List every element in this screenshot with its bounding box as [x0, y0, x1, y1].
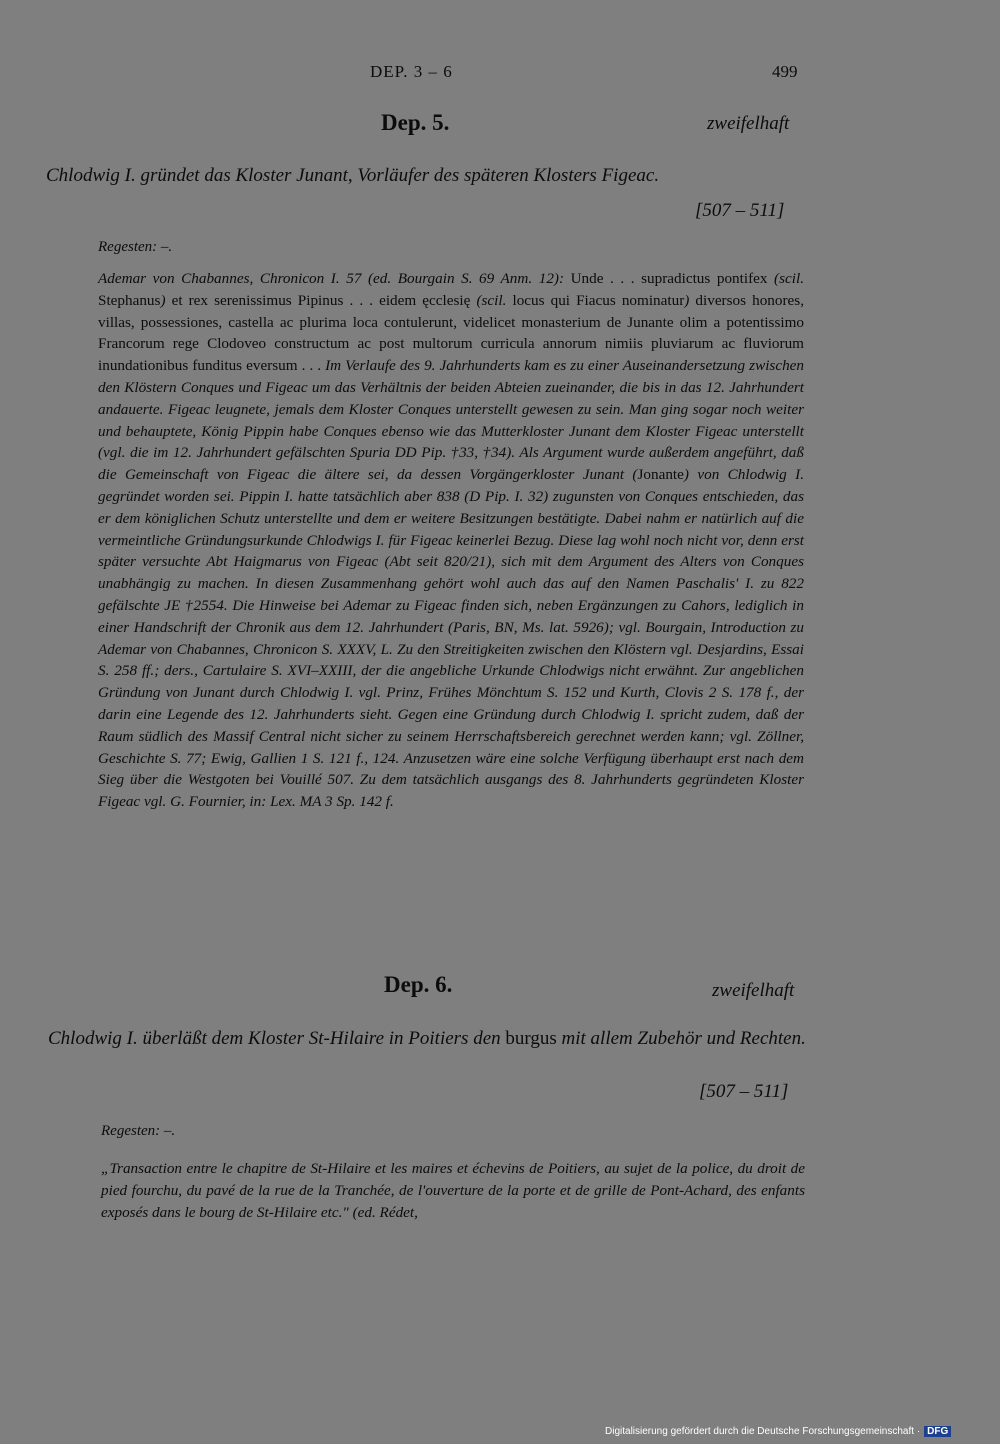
dep6-status: zweifelhaft	[712, 980, 795, 1001]
dep5-regesten: Regesten: –.	[98, 239, 173, 255]
dep6-title: Dep. 6.	[384, 972, 453, 997]
dep5-status: zweifelhaft	[707, 113, 790, 134]
dep5-summary: Chlodwig I. gründet das Kloster Junant, Vorläufer des späteren Klosters Figeac.	[46, 165, 660, 186]
dep5-title: Dep. 5.	[381, 110, 450, 135]
dep6-source-text: „Transaction entre le chapitre de St-Hilaire et les maires et échevins de Poitiers, au sujet de la police, du droit de pied fourchu, du pavé de la rue de la Tranchée, de l'ouverture de la porte et de grille de Pont-Achard, des enfants exposés dans le bourg de St-Hilaire etc." (ed. Rédet,	[101, 1160, 805, 1221]
dep6-summary-part-2: mit allem Zubehör und Rechten.	[556, 1028, 806, 1049]
dep6-regesten: Regesten: –.	[101, 1123, 176, 1139]
dep5-source-citation: Ademar von Chabannes, Chronicon I. 57 (ed. Bourgain S. 69 Anm. 12):	[98, 270, 565, 287]
dep5-source-quote-4: locus qui Fiacus nominatur	[506, 291, 685, 309]
dep6-summary-burgus: burgus	[505, 1028, 557, 1049]
dep5-source-quote-5: diversos honores, villas, possessiones, castella ac plurima loca contulerunt, videlicet monasterium de Junante olim a potentissimo Francorum rege Clodoveo constructum ac post multorum curricula annorum nimiis pluviarum ac fluviorum inundationibus funditus eversum . . .	[98, 291, 804, 375]
dfg-logo: DFG	[924, 1426, 951, 1437]
dep6-summary-part-1: Chlodwig I. überläßt dem Kloster St-Hilaire in Poitiers den	[48, 1028, 506, 1049]
dep5-scil-2: (scil.	[476, 291, 507, 309]
dep5-body	[98, 268, 804, 813]
dep6-summary	[48, 1027, 808, 1051]
dep5-date: [507 – 511]	[695, 200, 785, 221]
dep5-paren-close-1: )	[160, 291, 166, 309]
dep5-source-quote-1: Unde . . . supradictus pontifex	[564, 270, 775, 287]
dep6-date: [507 – 511]	[699, 1081, 789, 1102]
dep5-commentary-jonante: Jonante	[637, 466, 684, 484]
dep5-source-quote-3: et rex serenissimus Pipinus . . . eidem ęcclesię	[165, 291, 477, 309]
dep5-commentary-1: Im Verlaufe des 9. Jahrhunderts kam es zu einer Auseinandersetzung zwischen den Klöstern Conques und Figeac um das Verhältnis der beiden Abteien zueinander, die bis in das 12. Jahrhundert andauerte. Figeac leugnete, jemals dem Kloster Conques unterstellt gewesen zu sein. Man ging sogar noch weiter und behauptete, König Pippin habe Conques ebenso wie das Mutterkloster Junant dem Kloster Figeac unterstellt (vgl. die im 12. Jahrhundert gefälschten Spuria DD Pip. †33, †34). Als Argument wurde außerdem angeführt, daß die Gemeinschaft von Figeac die ältere sei, da dessen Vorgängerkloster Junant (	[98, 357, 804, 484]
running-header-section: DEP. 3 – 6	[370, 62, 453, 81]
dep5-paren-close-2: )	[684, 291, 690, 309]
dep5-scil-1: (scil.	[774, 270, 804, 287]
footer-funding-note	[605, 1426, 951, 1437]
dep5-commentary-2: ) von Chlodwig I. gegründet worden sei. Pippin I. hatte tatsächlich aber 838 (D Pip. I. 32) zugunsten von Conques entschieden, das er dem königlichen Schutz unterstellte und dem er weitere Besitzungen bestätigte. Dabei nahm er natürlich auf die vermeintliche Gründungsurkunde Chlodwigs I. für Figeac keinerlei Bezug. Diese lag wohl noch nicht vor, denn erst später versuchte Abt Haigmarus von Figeac (Abt seit 820/21), sich mit dem Argument des Alters von Conques unabhängig zu machen. In diesen Zusammenhang gehört wohl auch das auf den Namen Paschalis' I. zu 822 gefälschte JE †2554. Die Hinweise bei Ademar zu Figeac finden sich, neben Ergänzungen zu Cahors, lediglich in einer Handschrift der Chronik aus dem 12. Jahrhundert (Paris, BN, Ms. lat. 5926); vgl. Bourgain, Introduction zu Ademar von Chabannes, Chronicon S. XXXV, L. Zu den Streitigkeiten zwischen den Klöstern vgl. Desjardins, Essai S. 258 ff.; ders., Cartulaire S. XVI–XXIII, der die angebliche Urkunde Chlodwigs nicht erwähnt. Zur angeblichen Gründung von Junant durch Chlodwig I. vgl. Prinz, Frühes Mönchtum S. 152 und Kurth, Clovis 2 S. 178 f., der darin eine Legende des 12. Jahrhunderts sieht. Gegen eine Gründung durch Chlodwig I. spricht zudem, daß der Raum südlich des Massif Central nicht sicher zu seinem Herrschaftsbereich gerechnet werden kann; vgl. Zöllner, Geschichte S. 77; Ewig, Gallien 1 S. 121 f., 124. Anzusetzen wäre eine solche Verfügung überhaupt erst nach dem Sieg über die Westgoten bei Vouillé 507. Zu dem tatsächlich ausgangs des 8. Jahrhunderts gegründeten Kloster Figeac vgl. G. Fournier, in: Lex. MA 3 Sp. 142 f.	[98, 466, 804, 811]
footer-text: Digitalisierung gefördert durch die Deutsche Forschungsgemeinschaft ·	[605, 1426, 921, 1437]
dep5-source-quote-2: Stephanus	[98, 291, 161, 309]
page-number: 499	[772, 62, 798, 81]
